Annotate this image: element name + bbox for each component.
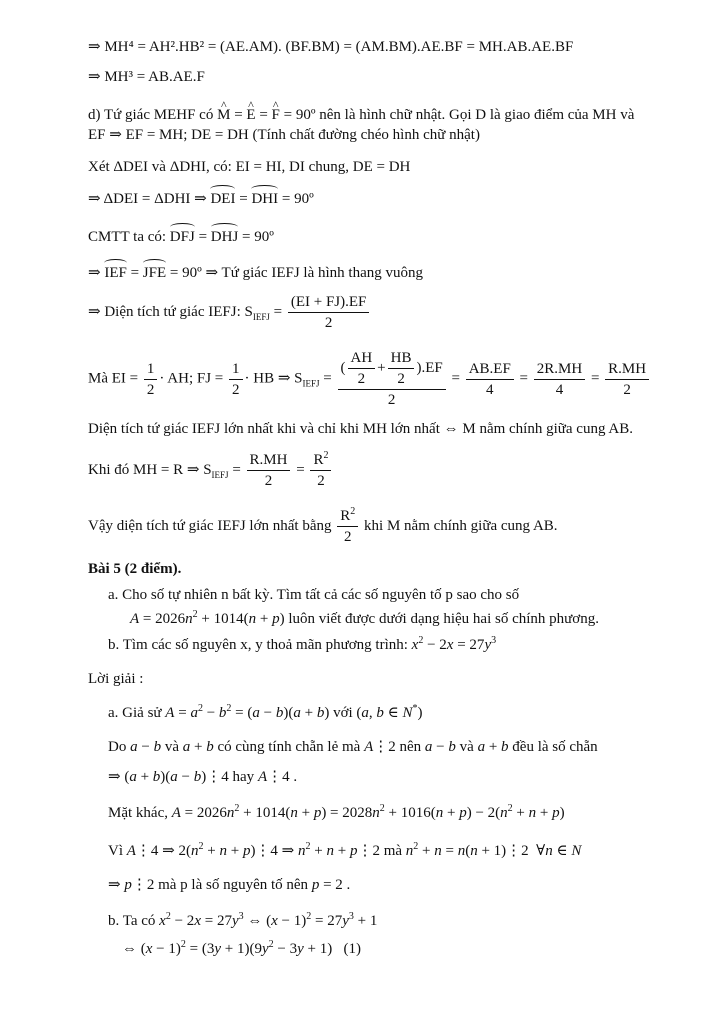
text-cmtt: CMTT ta có: DFJ = DHJ = 90º (88, 229, 274, 245)
solution-a-line1: a. Giả sử $A = a^2 - b^2 = (a - b)(a + b)$ với (a, b ∈ N*) (108, 703, 423, 721)
solution-b-line2: ⇔ $(x - 1)^2 = (3y + 1)(9y^2 - 3y + 1)$ (1) (122, 939, 361, 957)
text-conclusion: Vậy diện tích tứ giác IEFJ lớn nhất bằng $\frac{R^2}{2}$ khi M nằm chính giữa cung AB. (88, 506, 558, 545)
solution-a-line2: Do a − b và a + b có cùng tính chẵn lẻ mà A⋮2 nên a − b và a + b đều là số chẵn (108, 739, 598, 755)
area-formula: ⇒ Diện tích tứ giác IEFJ: $S_{IEFJ}$ = $\frac{(EI + FJ).EF}{2}$ (88, 294, 371, 331)
solution-heading: Lời giải : (88, 671, 144, 687)
text-rectangle-diagonal: EF ⇒ EF = MH; DE = DH (Tính chất đường chéo hình chữ nhật) (88, 127, 480, 143)
text-area-max: Diện tích tứ giác IEFJ lớn nhất khi và chỉ khi MH lớn nhất ⇔ M nằm chính giữa cung AB. (88, 421, 633, 437)
solution-a-line3: ⇒ (a + b)(a − b)⋮4 hay A⋮4 . (108, 769, 298, 785)
question-a-line1: a. Cho số tự nhiên n bất kỳ. Tìm tất cả các số nguyên tố p sao cho số (108, 587, 520, 603)
equation-mh4: ⇒ MH⁴ = AH².HB² = (AE.AM). (BF.BM) = (AM.BM).AE.BF = MH.AB.AE.BF (88, 39, 574, 55)
area-expansion: Mà EI = $\frac{1}{2}$ · AH; FJ = $\frac{1}{2}$ · HB ⇒ $S_{IEFJ}$ = ( $\frac{AH}{2}$ + $\frac{HB}{2}$ ).EF 2 = $\frac{AB.EF}{4}$ = $\frac{2R.MH}{4}$ = $\frac{R.MH}{2}$ (88, 350, 651, 408)
solution-a-line4: Mặt khác, $A = 2026n^2 + 1014(n + p) = 2028n^2 + 1016(n + p) - 2(n^2 + n + p)$ (108, 803, 565, 821)
text-triangles: Xét ΔDEI và ΔDHI, có: EI = HI, DI chung, DE = DH (88, 159, 411, 175)
question-b: b. Tìm các số nguyên x, y thoả mãn phương trình: $x^2 - 2x = 27y^3$ (108, 635, 497, 653)
problem-5-heading: Bài 5 (2 điểm). (88, 561, 182, 577)
text-triangles-equal: ⇒ ΔDEI = ΔDHI ⇒ DEI = DHI = 90º (88, 191, 314, 207)
solution-a-line6: ⇒ p⋮2 mà p là số nguyên tố nên p = 2 . (108, 877, 351, 893)
solution-a-line5: Vì A⋮4 ⇒ $2(n^2 + n$ + p)⋮4 ⇒ $n^2 + n$ + p⋮2 mà $n^2 + n = n(n$ + 1)⋮2 ∀n ∈ N (108, 841, 582, 859)
equation-mh3: ⇒ MH³ = AB.AE.F (88, 69, 205, 85)
solution-b-line1: b. Ta có $x^2 - 2x = 27y^3$ ⇔ $(x - 1)^2 = 27y^3 + 1$ (108, 911, 378, 929)
question-a-line2: $A = 2026n^2 + 1014(n + p)$ luôn viết được dưới dạng hiệu hai số chính phương. (130, 609, 599, 627)
text-trapezoid: ⇒ IEF = JFE = 90º ⇒ Tứ giác IEFJ là hình thang vuông (88, 265, 423, 281)
area-max-value: Khi đó MH = R ⇒ $S_{IEFJ}$ = $\frac{R.MH}{2}$ = $\frac{R^2}{2}$ (88, 452, 333, 489)
text-part-d: d) Tứ giác MEHF có ^ M = ^ E = ^ F = 90º nên là hình chữ nhật. Gọi D là giao điểm của MH và (88, 106, 634, 124)
